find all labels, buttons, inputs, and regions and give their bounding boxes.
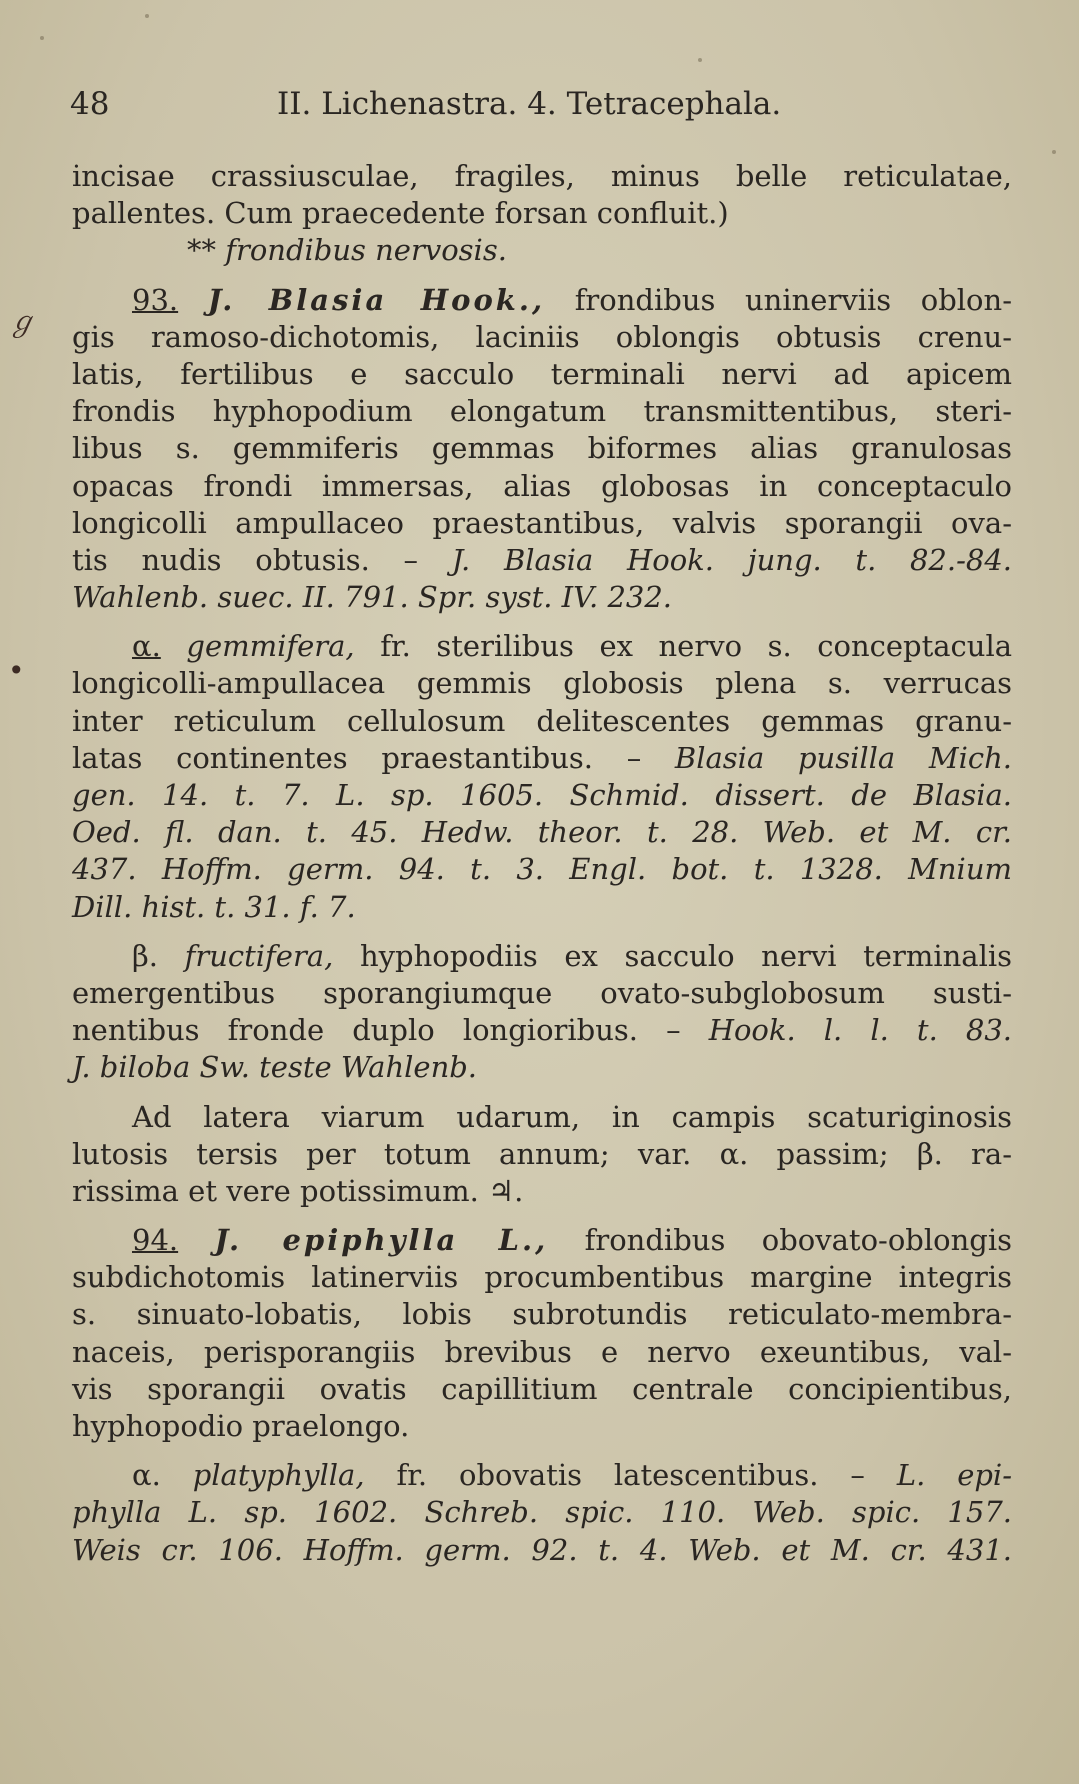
text-line (72, 1012, 1012, 1049)
habitat-text: Ad latera viarum udarum, in campis scaturiginosis (132, 1099, 1012, 1134)
citation: J. Blasia Hook. jung. t. 82.-84. (451, 542, 1012, 577)
variety-name: platyphylla, (192, 1458, 365, 1493)
text-line: longicolli-ampullacea gemmis globosis plena s. verrucas (72, 666, 1012, 701)
variety-description: fr. obovatis latescentibus. – (396, 1458, 865, 1493)
species-entry-93 (72, 282, 1012, 319)
citation-line: Weis cr. 106. Hoffm. germ. 92. t. 4. Web. et M. cr. 431. (72, 1532, 1012, 1567)
text-line: emergentibus sporangiumque ovato-subglobosum susti- (72, 975, 1012, 1010)
citation: Hook. l. l. t. 83. (708, 1013, 1012, 1048)
text-line: latis, fertilibus e sacculo terminali nervi ad apicem (72, 356, 1012, 391)
paper-speck (40, 36, 44, 40)
page-header (70, 86, 1010, 126)
margin-annotation-alpha: • (8, 654, 25, 687)
variety-name: fructifera, (184, 938, 334, 973)
margin-annotation-93: ℊ (8, 305, 37, 338)
species-description: frondibus uninerviis oblon- (574, 282, 1012, 317)
section-subheading: ** frondibus nervosis. (187, 233, 507, 268)
citation-line: gen. 14. t. 7. L. sp. 1605. Schmid. dissert. de Blasia. (72, 778, 1012, 812)
text-line: rissima et vere potissimum. ♃. (72, 1173, 524, 1208)
text-line: vis sporangii ovatis capillitium centrale concipientibus, (72, 1371, 1012, 1406)
citation: Blasia pusilla Mich. (674, 740, 1013, 775)
text-line: lutosis tersis per totum annum; var. α. passim; β. ra- (72, 1136, 1012, 1171)
text-fragment: nentibus fronde duplo longioribus. – (72, 1013, 681, 1048)
citation: L. epi- (896, 1458, 1012, 1493)
variety-beta-fructifera (72, 938, 1012, 975)
citation-line: 437. Hoffm. germ. 94. t. 3. Engl. bot. t. 1328. Mnium (72, 852, 1012, 887)
text-fragment: tis nudis obtusis. – (72, 542, 419, 577)
species-number: 93. (132, 282, 179, 317)
text-line (72, 740, 1012, 777)
text-line: longicolli ampullaceo praestantibus, valvis sporangii ova- (72, 505, 1012, 540)
text-line: naceis, perisporangiis brevibus e nervo exeuntibus, val- (72, 1334, 1012, 1369)
page-number: 48 (70, 86, 110, 122)
citation-line: phylla L. sp. 1602. Schreb. spic. 110. Web. spic. 157. (72, 1495, 1012, 1530)
species-name: J. Blasia Hook., (207, 282, 546, 317)
variety-marker: α. (132, 629, 161, 664)
text-line: s. sinuato-lobatis, lobis subrotundis reticulato-membra- (72, 1297, 1012, 1332)
text-line: inter reticulum cellulosum delitescentes gemmas granu- (72, 703, 1012, 738)
text-line: subdichotomis latinerviis procumbentibus margine integris (72, 1260, 1012, 1295)
variety-alpha-gemmifera (72, 628, 1012, 665)
variety-marker: α. (132, 1458, 161, 1493)
variety-name: gemmifera, (186, 629, 355, 664)
paper-speck (145, 14, 149, 18)
text-line (72, 542, 1012, 579)
species-description: frondibus obovato-oblongis (584, 1223, 1012, 1258)
variety-marker: β. (132, 938, 158, 973)
variety-alpha-platyphylla (72, 1457, 1012, 1494)
text-line: frondis hyphopodium elongatum transmittentibus, steri- (72, 394, 1012, 429)
running-title: II. Lichenastra. 4. Tetracephala. (277, 86, 782, 122)
citation-line: Dill. hist. t. 31. f. 7. (72, 889, 356, 924)
body-text (72, 158, 1012, 1569)
citation-line: Wahlenb. suec. II. 791. Spr. syst. IV. 232. (72, 580, 673, 615)
paper-speck (698, 58, 702, 62)
citation-line: Oed. fl. dan. t. 45. Hedw. theor. t. 28. Web. et M. cr. (72, 815, 1012, 850)
text-fragment: latas continentes praestantibus. – (72, 740, 642, 775)
text-line: opacas frondi immersas, alias globosas in conceptaculo (72, 468, 1012, 503)
variety-description: fr. sterilibus ex nervo s. conceptacula (380, 629, 1013, 664)
species-entry-94 (72, 1222, 1012, 1259)
text-line: hyphopodio praelongo. (72, 1409, 410, 1443)
citation-line: J. biloba Sw. teste Wahlenb. (72, 1050, 478, 1085)
paper-speck (1052, 150, 1056, 154)
species-name: J. epiphylla L., (214, 1223, 549, 1258)
text-line: pallentes. Cum praecedente forsan confluit.) (72, 196, 729, 231)
species-number: 94. (132, 1223, 179, 1258)
text-line: gis ramoso-dichotomis, laciniis oblongis obtusis crenu- (72, 319, 1012, 354)
text-line: libus s. gemmiferis gemmas biformes alias granulosas (72, 431, 1012, 466)
variety-description: hyphopodiis ex sacculo nervi terminalis (359, 938, 1013, 973)
text-line: incisae crassiusculae, fragiles, minus belle reticulatae, (72, 159, 1012, 193)
